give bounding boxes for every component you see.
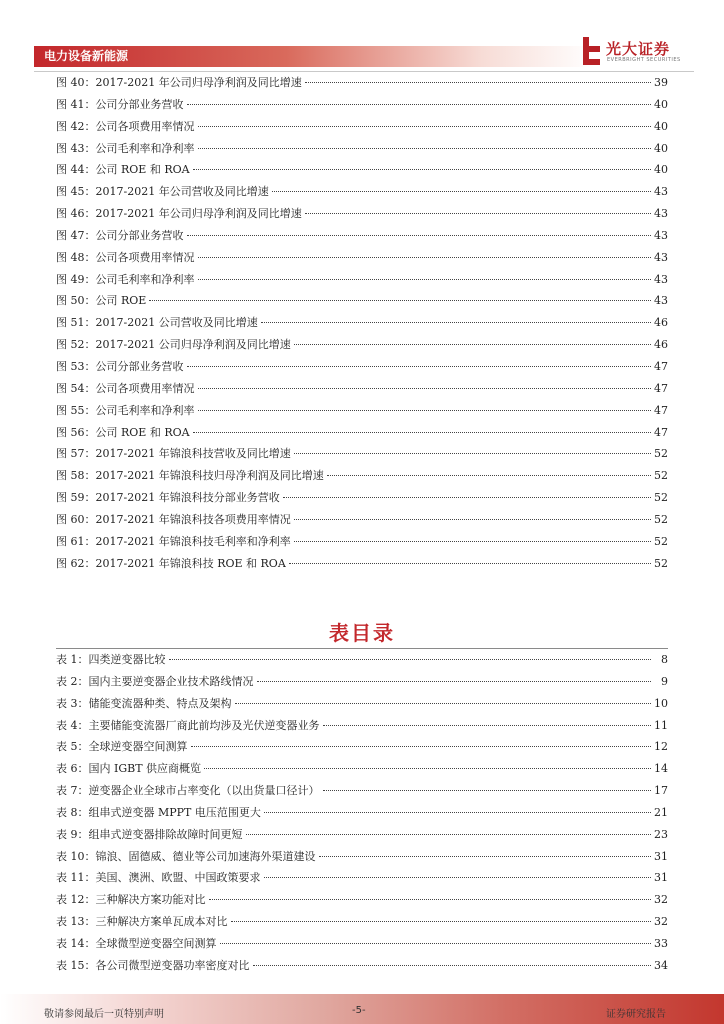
dot-leader (264, 812, 651, 813)
figure-toc-row[interactable] (56, 467, 668, 489)
toc-entry-page: 31 (654, 871, 668, 885)
dot-leader (257, 681, 652, 682)
toc-entry-page: 52 (654, 534, 668, 548)
toc-entry-page: 52 (654, 469, 668, 483)
dot-leader (209, 899, 652, 900)
toc-entry-title: 表 4：主要储能变流器厂商此前均涉及光伏逆变器业务 (56, 718, 320, 732)
toc-entry-page: 34 (654, 958, 668, 972)
toc-entry-page: 40 (654, 163, 668, 177)
footer-report-type: 证券研究报告 (606, 1009, 666, 1020)
dot-leader (187, 366, 652, 367)
toc-entry-title: 图 54：公司各项费用率情况 (56, 381, 195, 395)
figure-toc-row[interactable] (56, 358, 668, 380)
table-toc-row[interactable] (56, 826, 668, 848)
dot-leader (305, 213, 651, 214)
table-toc-row[interactable] (56, 717, 668, 739)
dot-leader (264, 877, 652, 878)
dot-leader (149, 300, 651, 301)
dot-leader (305, 82, 651, 83)
toc-entry-title: 表 1：四类逆变器比较 (56, 653, 166, 666)
toc-entry-title: 表 12：三种解决方案功能对比 (56, 893, 206, 907)
figure-toc-row[interactable] (56, 314, 668, 336)
toc-entry-title: 图 44：公司 ROE 和 ROA (56, 163, 190, 177)
toc-entry-page: 43 (654, 272, 668, 286)
toc-entry-page: 17 (654, 784, 668, 798)
figure-toc-row[interactable] (56, 292, 668, 314)
brand-logo (580, 37, 700, 71)
toc-entry-page: 46 (654, 316, 668, 330)
toc-entry-page: 52 (654, 491, 668, 505)
dot-leader (272, 191, 651, 192)
table-list (56, 651, 668, 979)
toc-entry-page: 8 (661, 653, 668, 666)
dot-leader (294, 541, 651, 542)
toc-entry-title: 图 42：公司各项费用率情况 (56, 119, 195, 133)
page-header (0, 0, 724, 80)
dot-leader (204, 768, 651, 769)
figure-toc-row[interactable] (56, 205, 668, 227)
toc-entry-title: 表 7：逆变器企业全球市占率变化（以出货量口径计） (56, 784, 320, 798)
toc-entry-title: 表 8：组串式逆变器 MPPT 电压范围更大 (56, 805, 261, 819)
toc-entry-page: 43 (654, 250, 668, 264)
toc-entry-title: 表 5：全球逆变器空间测算 (56, 740, 188, 754)
dot-leader (261, 322, 651, 323)
figure-toc-row[interactable] (56, 511, 668, 533)
table-toc-row[interactable] (56, 673, 668, 695)
page-number: -5- (352, 1005, 366, 1016)
toc-entry-title: 表 2：国内主要逆变器企业技术路线情况 (56, 674, 254, 688)
dot-leader (294, 453, 651, 454)
toc-entry-page: 46 (654, 338, 668, 352)
figure-toc-row[interactable] (56, 271, 668, 293)
toc-entry-page: 32 (654, 915, 668, 929)
toc-entry-title: 图 43：公司毛利率和净利率 (56, 141, 195, 155)
figure-toc-row[interactable] (56, 183, 668, 205)
toc-entry-page: 47 (654, 403, 668, 417)
figure-toc-row[interactable] (56, 249, 668, 271)
toc-entry-title: 图 46：2017-2021 年公司归母净利润及同比增速 (56, 207, 302, 221)
footer-disclaimer: 敬请参阅最后一页特别声明 (44, 1009, 164, 1020)
toc-entry-page: 52 (654, 556, 668, 570)
toc-entry-page: 14 (654, 762, 668, 776)
figure-toc-row[interactable] (56, 424, 668, 446)
dot-leader (220, 943, 652, 944)
toc-entry-title: 图 49：公司毛利率和净利率 (56, 272, 195, 286)
toc-entry-page: 32 (654, 893, 668, 907)
dot-leader (327, 475, 651, 476)
toc-entry-page: 47 (654, 381, 668, 395)
toc-entry-title: 图 41：公司分部业务营收 (56, 97, 184, 111)
dot-leader (198, 388, 652, 389)
toc-entry-page: 43 (654, 207, 668, 221)
toc-entry-page: 39 (654, 76, 668, 89)
toc-entry-page: 9 (661, 674, 668, 688)
toc-entry-title: 图 55：公司毛利率和净利率 (56, 403, 195, 417)
table-toc-row[interactable] (56, 651, 668, 673)
dot-leader (198, 148, 652, 149)
header-divider (34, 71, 694, 72)
dot-leader (187, 104, 652, 105)
dot-leader (289, 563, 651, 564)
dot-leader (193, 432, 651, 433)
toc-entry-title: 表 3：储能变流器种类、特点及架构 (56, 696, 232, 710)
dot-leader (319, 856, 652, 857)
toc-entry-title: 表 14：全球微型逆变器空间测算 (56, 936, 217, 950)
dot-leader (198, 257, 652, 258)
toc-entry-title: 表 6：国内 IGBT 供应商概览 (56, 762, 202, 776)
table-toc-row[interactable] (56, 782, 668, 804)
toc-entry-title: 表 13：三种解决方案单瓦成本对比 (56, 915, 228, 929)
toc-entry-title: 图 57：2017-2021 年锦浪科技营收及同比增速 (56, 447, 291, 461)
figure-toc-row[interactable] (56, 533, 668, 555)
dot-leader (235, 703, 652, 704)
toc-entry-page: 23 (654, 827, 668, 841)
toc-entry-title: 图 40：2017-2021 年公司归母净利润及同比增速 (56, 76, 302, 89)
figure-toc-row[interactable] (56, 445, 668, 467)
dot-leader (191, 746, 652, 747)
toc-entry-page: 33 (654, 936, 668, 950)
dot-leader (246, 834, 652, 835)
dot-leader (323, 725, 652, 726)
toc-entry-page: 43 (654, 185, 668, 199)
table-toc-row[interactable] (56, 760, 668, 782)
figure-list (56, 74, 668, 576)
toc-entry-page: 40 (654, 141, 668, 155)
figure-toc-row[interactable] (56, 118, 668, 140)
toc-entry-page: 43 (654, 294, 668, 308)
table-toc-row[interactable] (56, 804, 668, 826)
toc-entry-page: 11 (654, 718, 668, 732)
figure-toc-row[interactable] (56, 380, 668, 402)
toc-entry-title: 表 11：美国、澳洲、欧盟、中国政策要求 (56, 871, 261, 885)
toc-entry-title: 图 52：2017-2021 公司归母净利润及同比增速 (56, 338, 291, 352)
dot-leader (169, 659, 652, 660)
toc-entry-title: 图 62：2017-2021 年锦浪科技 ROE 和 ROA (56, 556, 286, 570)
tables-section-title: 表目录 (329, 621, 395, 645)
figure-toc-row[interactable] (56, 74, 668, 96)
toc-entry-title: 图 51：2017-2021 公司营收及同比增速 (56, 316, 258, 330)
table-toc-row[interactable] (56, 848, 668, 870)
toc-entry-title: 图 47：公司分部业务营收 (56, 228, 184, 242)
table-toc-row[interactable] (56, 738, 668, 760)
dot-leader (231, 921, 652, 922)
toc-entry-page: 40 (654, 97, 668, 111)
toc-entry-page: 12 (654, 740, 668, 754)
figure-toc-row[interactable] (56, 140, 668, 162)
toc-entry-title: 图 50：公司 ROE (56, 294, 147, 308)
dot-leader (283, 497, 651, 498)
toc-entry-title: 图 59：2017-2021 年锦浪科技分部业务营收 (56, 491, 280, 505)
toc-entry-title: 表 9：组串式逆变器排除故障时间更短 (56, 827, 243, 841)
toc-entry-title: 表 15：各公司微型逆变器功率密度对比 (56, 958, 250, 972)
figure-toc-row[interactable] (56, 336, 668, 358)
figure-toc-row[interactable] (56, 555, 668, 577)
dot-leader (294, 344, 651, 345)
toc-entry-page: 43 (654, 228, 668, 242)
header-title: 电力设备新能源 (44, 49, 129, 63)
dot-leader (253, 965, 652, 966)
toc-entry-page: 47 (654, 359, 668, 373)
logo-subtitle: EVERBRIGHT SECURITIES (607, 57, 681, 63)
table-toc-row[interactable] (56, 869, 668, 891)
toc-entry-page: 52 (654, 512, 668, 526)
figure-toc-row[interactable] (56, 489, 668, 511)
table-toc-row[interactable] (56, 913, 668, 935)
toc-entry-title: 图 45：2017-2021 年公司营收及同比增速 (56, 185, 269, 199)
toc-entry-page: 52 (654, 447, 668, 461)
logo-name: 光大证券 (606, 40, 671, 58)
toc-entry-page: 31 (654, 849, 668, 863)
table-toc-row[interactable] (56, 891, 668, 913)
dot-leader (193, 169, 651, 170)
toc-entry-page: 10 (654, 696, 668, 710)
toc-entry-title: 图 58：2017-2021 年锦浪科技归母净利润及同比增速 (56, 469, 324, 483)
figure-toc-row[interactable] (56, 227, 668, 249)
toc-entry-title: 图 60：2017-2021 年锦浪科技各项费用率情况 (56, 512, 291, 526)
brand-logo-icon (580, 37, 602, 65)
toc-entry-title: 图 48：公司各项费用率情况 (56, 250, 195, 264)
toc-entry-page: 47 (654, 425, 668, 439)
table-toc-row[interactable] (56, 957, 668, 979)
toc-entry-page: 40 (654, 119, 668, 133)
tables-section-divider (56, 648, 668, 649)
toc-entry-title: 图 53：公司分部业务营收 (56, 359, 184, 373)
table-toc-row[interactable] (56, 695, 668, 717)
dot-leader (187, 235, 652, 236)
dot-leader (323, 790, 652, 791)
dot-leader (294, 519, 651, 520)
toc-entry-page: 21 (654, 805, 668, 819)
toc-entry-title: 图 56：公司 ROE 和 ROA (56, 425, 190, 439)
dot-leader (198, 279, 652, 280)
table-toc-row[interactable] (56, 935, 668, 957)
figure-toc-row[interactable] (56, 402, 668, 424)
dot-leader (198, 126, 652, 127)
dot-leader (198, 410, 652, 411)
figure-toc-row[interactable] (56, 96, 668, 118)
figure-toc-row[interactable] (56, 161, 668, 183)
toc-entry-title: 图 61：2017-2021 年锦浪科技毛利率和净利率 (56, 534, 291, 548)
toc-entry-title: 表 10：锦浪、固德威、德业等公司加速海外渠道建设 (56, 849, 316, 863)
